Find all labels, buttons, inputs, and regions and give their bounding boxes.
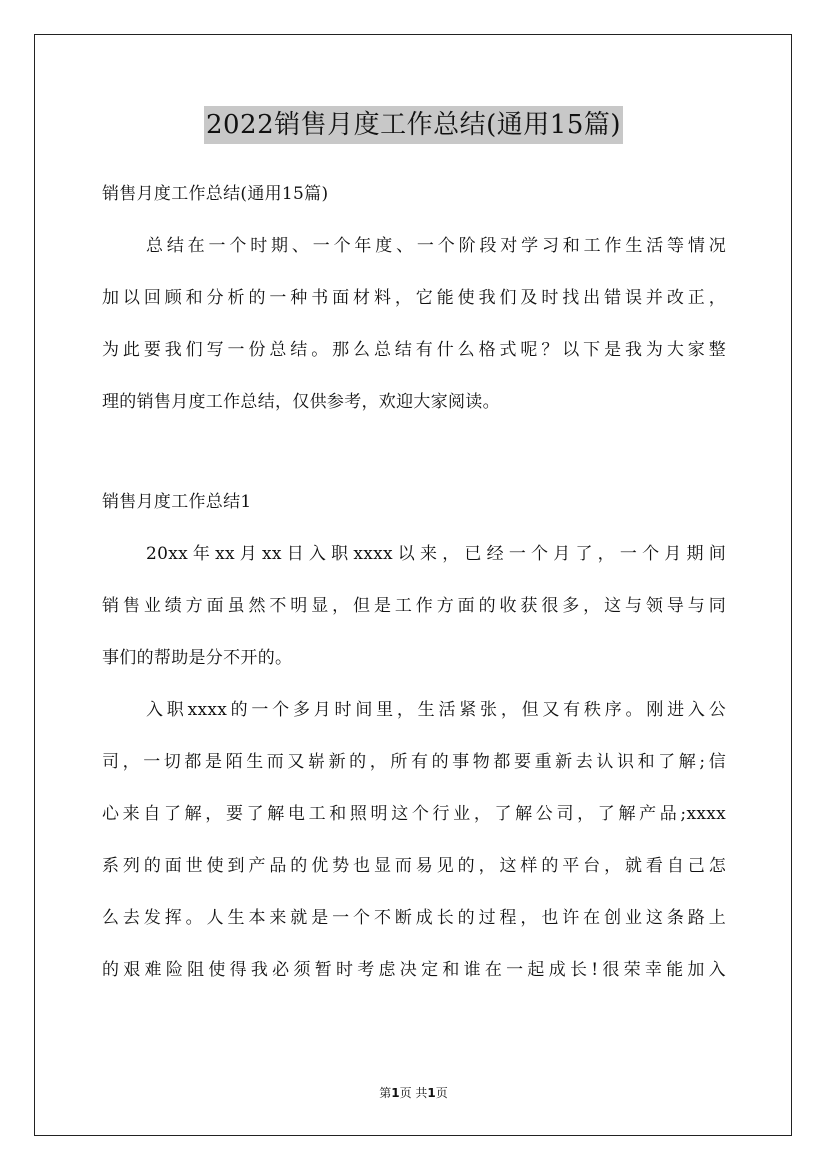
- document-title-text: 2022销售月度工作总结(通用15篇): [204, 106, 623, 144]
- section-paragraph-line: 么去发挥。人生本来就是一个不断成长的过程，也许在创业这条路上: [102, 908, 726, 928]
- page-label-mid: 页 共: [399, 1086, 428, 1100]
- section-paragraph-line: 心来自了解，要了解电工和照明这个行业，了解公司，了解产品;xxxx: [102, 804, 726, 824]
- page-footer: [0, 1083, 827, 1103]
- section-paragraph-line: 入职xxxx的一个多月时间里，生活紧张，但又有秩序。刚进入公: [146, 700, 726, 720]
- section-paragraph-line: 20xx年xx月xx日入职xxxx以来，已经一个月了，一个月期间: [146, 544, 726, 564]
- section-heading: 销售月度工作总结1: [102, 492, 252, 512]
- section-paragraph-line: 销售业绩方面虽然不明显，但是工作方面的收获很多，这与领导与同: [102, 596, 726, 616]
- section-paragraph-line: 系列的面世使到产品的优势也显而易见的，这样的平台，就看自己怎: [102, 856, 726, 876]
- page-label-suffix: 页: [435, 1086, 448, 1100]
- section-paragraph-line: 事们的帮助是分不开的。: [102, 648, 293, 668]
- paragraph-gap: [102, 432, 726, 480]
- intro-line: 为此要我们写一份总结。那么总结有什么格式呢？以下是我为大家整: [102, 340, 726, 360]
- document-title: [0, 103, 827, 144]
- document-body: [102, 172, 726, 1000]
- page-label-prefix: 第: [379, 1086, 392, 1100]
- intro-line: 总结在一个时期、一个年度、一个阶段对学习和工作生活等情况: [146, 236, 726, 256]
- page-current-number: 1: [391, 1086, 400, 1100]
- section-paragraph-line: 司，一切都是陌生而又崭新的，所有的事物都要重新去认识和了解;信: [102, 752, 726, 772]
- page-total-number: 1: [427, 1086, 436, 1100]
- section-paragraph-line: 的艰难险阻使得我必须暂时考虑决定和谁在一起成长!很荣幸能加入: [102, 960, 726, 980]
- intro-line: 加以回顾和分析的一种书面材料，它能使我们及时找出错误并改正，: [102, 288, 726, 308]
- intro-subtitle: 销售月度工作总结(通用15篇): [102, 184, 329, 204]
- intro-line: 理的销售月度工作总结，仅供参考，欢迎大家阅读。: [102, 392, 500, 412]
